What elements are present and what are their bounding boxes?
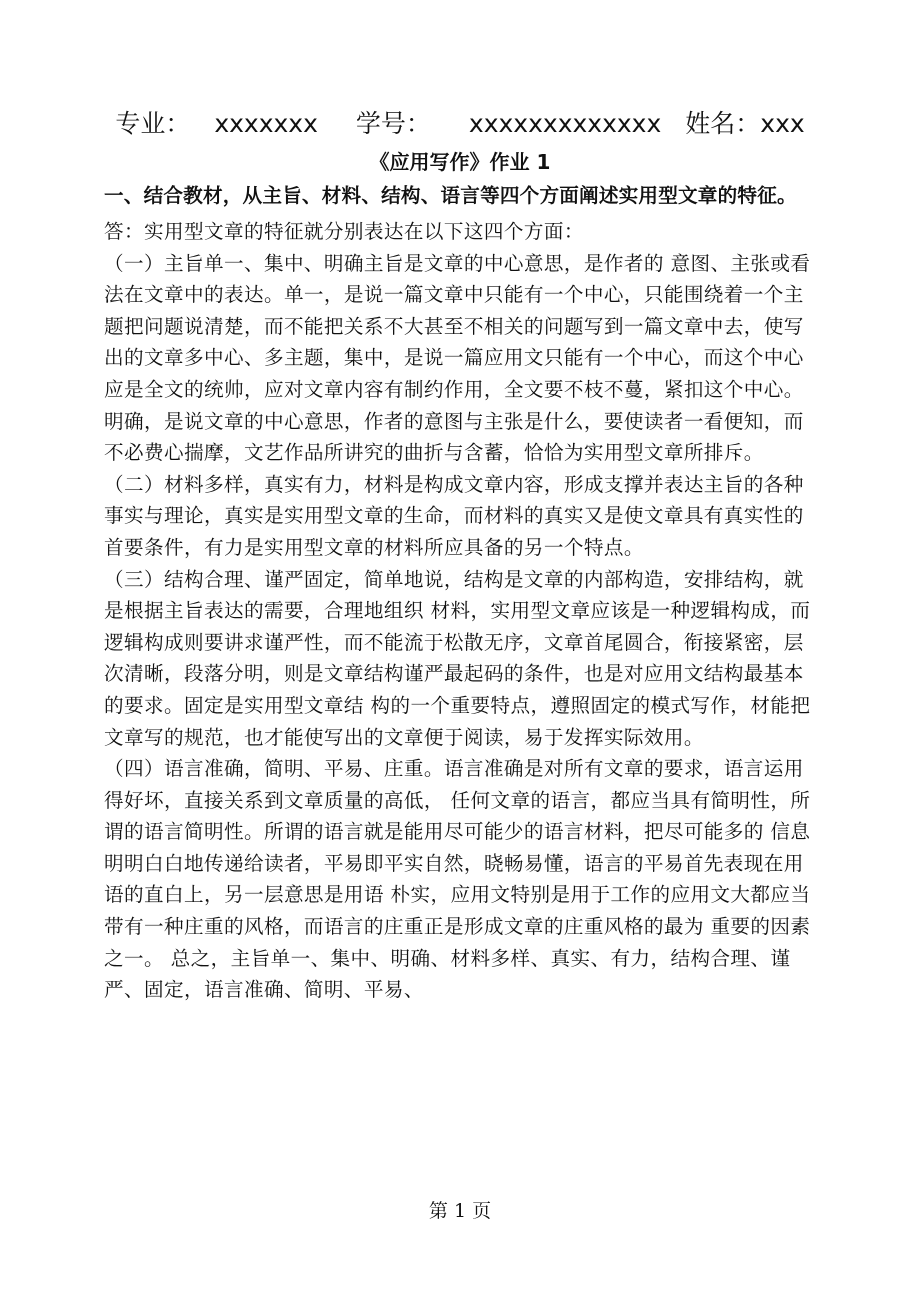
answer-intro: 答：实用型文章的特征就分别表达在以下这四个方面： bbox=[104, 220, 584, 243]
homework-title: 《应用写作》作业 1 bbox=[369, 150, 551, 174]
paragraph-structure: （三）结构合理、谨严固定，简单地说，结构是文章的内部构造，安排结构，就是根据主旨表达的需要，合理地组织 材料，实用型文章应该是一种逻辑构成，而逻辑构成则要讲求谨严性，而不能流于松散无序，文章首尾圆合，衔接紧密，层次清晰，段落分明，则是文章结构谨严最起码的条件，也是对应用文结构最基本的要求。固定是实用型文章结 构的一个重要特点，遵照固定的模式写作，材能把文章写的规范，也才能使写出的文章便于阅读，易于发挥实际效用。 bbox=[104, 567, 811, 749]
question-heading: 一、结合教材，从主旨、材料、结构、语言等四个方面阐述实用型文章的特征。 bbox=[104, 184, 797, 207]
paragraph-main-idea: （一）主旨单一、集中、明确主旨是文章的中心意思，是作者的 意图、主张或看法在文章中的表达。单一，是说一篇文章中只能有一个中心，只能围绕着一个主题把问题说清楚，而不能把关系不大甚至不相关的问题写到一篇文章中去，使写出的文章多中心、多主题，集中，是说一篇应用文只能有一个中心，而这个中心应是全文的统帅，应对文章内容有制约作用，全文要不枝不蔓，紧扣这个中心。明确，是说文章的中心意思，作者的意图与主张是什么，要使读者一看便知，而不必费心揣摩，文艺作品所讲究的曲折与含蓄，恰恰为实用型文章所排斥。 bbox=[104, 251, 811, 465]
student-info-header bbox=[104, 104, 816, 144]
name-label: 姓名： bbox=[685, 109, 761, 138]
paragraph-language: （四）语言准确，简明、平易、庄重。语言准确是对所有文章的要求，语言运用得好坏，直接关系到文章质量的高低， 任何文章的语言，都应当具有简明性，所谓的语言简明性。所谓的语言就是能用尽可能少的语言材料，把尽可能多的 信息明明白白地传递给读者，平易即平实自然，晓畅易懂，语言的平易首先表现在用语的直白上，另一层意思是用语 朴实，应用文特别是用于工作的应用文大都应当带有一种庄重的风格，而语言的庄重正是形成文章的庄重风格的最为 重要的因素之一。 总之，主旨单一、集中、明确、材料多样、真实、有力，结构合理、谨严、固定，语言准确、简明、平易、 bbox=[104, 757, 811, 1002]
document-page bbox=[104, 104, 816, 1006]
paragraph-materials: （二）材料多样，真实有力，材料是构成文章内容，形成支撑并表达主旨的各种事实与理论，真实是实用型文章的生命，而材料的真实又是使文章具有真实性的首要条件，有力是实用型文章的材料所应具备的另一个特点。 bbox=[104, 472, 804, 559]
page-number-footer: 第 1 页 bbox=[428, 1200, 492, 1222]
student-id-label: 学号： bbox=[355, 109, 431, 138]
student-id-value: xxxxxxxxxxxxx bbox=[468, 109, 662, 138]
name-value: xxx bbox=[760, 109, 805, 138]
major-value: xxxxxxx bbox=[214, 109, 318, 138]
major-label: 专业： bbox=[115, 109, 191, 138]
